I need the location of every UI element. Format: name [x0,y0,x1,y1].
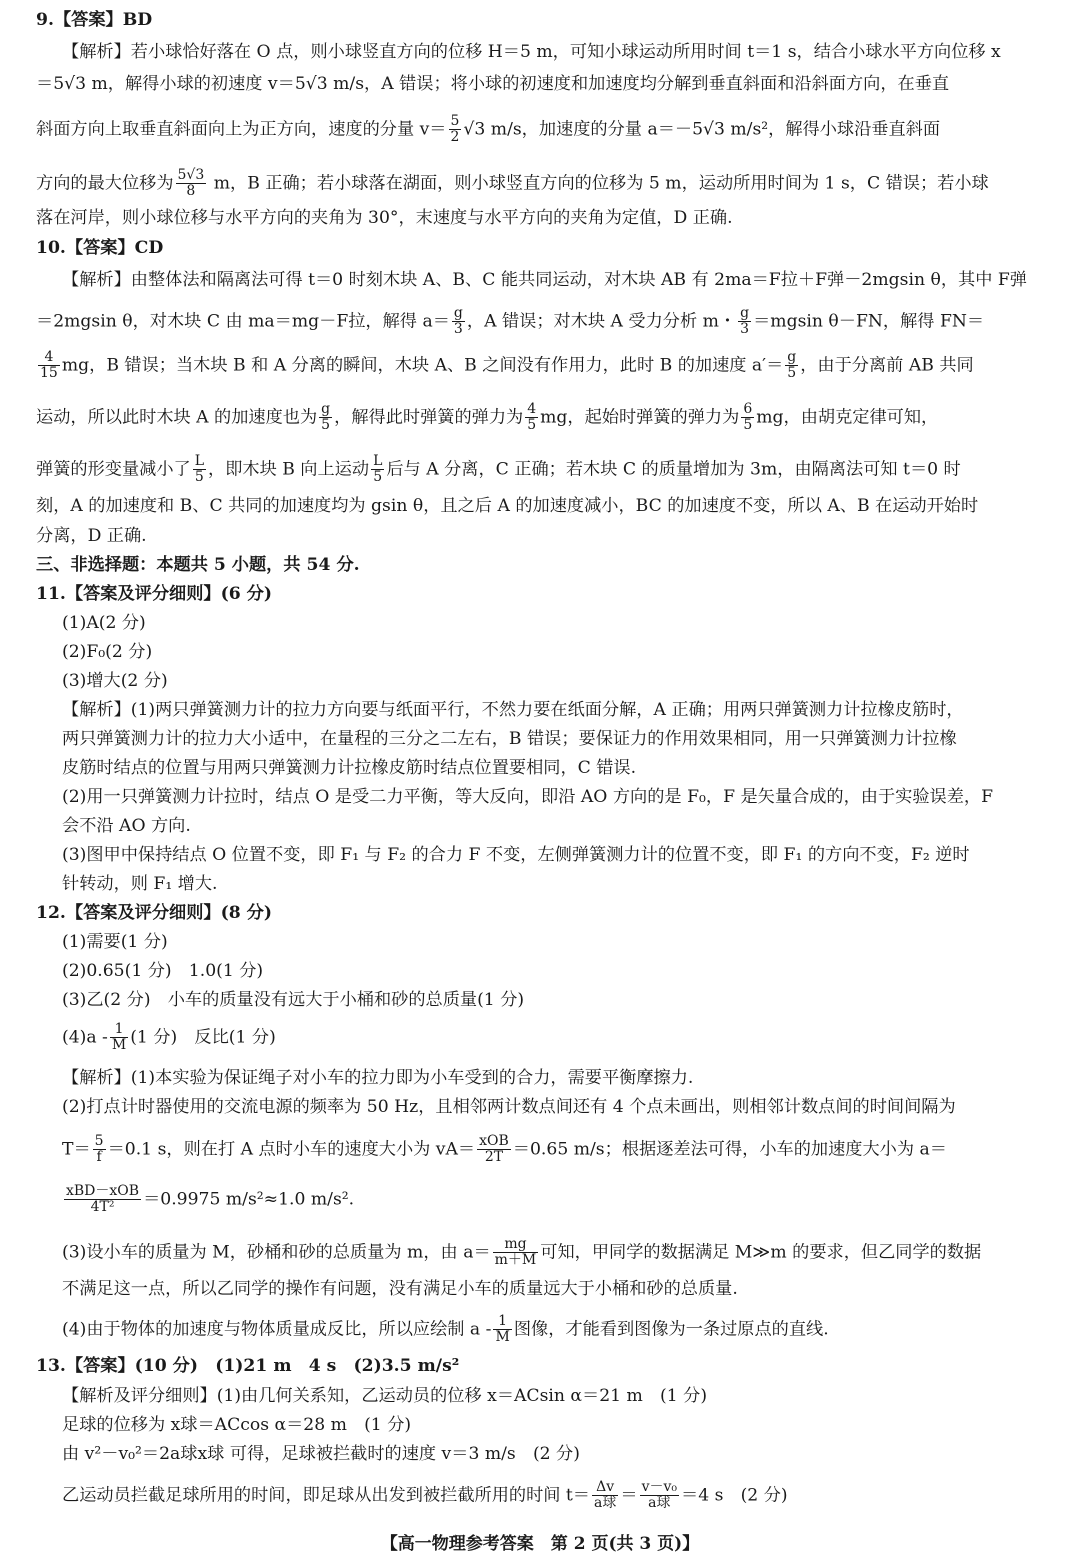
q12-analysis-line: 不满足这一点，所以乙同学的操作有问题，没有满足小车的质量远大于小桶和砂的总质量. [62,1279,738,1299]
q9-analysis-line: ＝5√3 m，解得小球的初速度 v＝5√3 m/s，A 错误；将小球的初速度和加速度均分解到垂直斜面和沿斜面方向，在垂直 [36,74,950,94]
q11-analysis-line: (2)用一只弹簧测力计拉时，结点 O 是受二力平衡，等大反向，即沿 AO 方向的是 F₀，F 是矢量合成的，由于实验误差，F [62,787,994,807]
fraction: $\frac{g}{3}$ [453,305,463,338]
q11-analysis-line: 两只弹簧测力计的拉力大小适中，在量程的三分之二左右，B 错误；要保证力的作用效果相同，用一只弹簧测力计拉橡 [62,729,957,749]
q9-analysis-line: 方向的最大位移为 $\frac{5√3}{8}$ m，B 正确；若小球落在湖面，则小球竖直方向的位移为 5 m，运动所用时间为 1 s，C 错误；若小球 [36,167,989,200]
q13-analysis-line: 由 v²－v₀²＝2a球x球 可得，足球被拦截时的速度 v＝3 m/s (2 分) [62,1444,580,1464]
q13-answer-heading: 13.【答案】(10 分) (1)21 m 4 s (2)3.5 m/s² [36,1356,460,1376]
fraction: $\frac{5}{2}$ [450,113,460,146]
q9-analysis-line: 【解析】若小球恰好落在 O 点，则小球竖直方向的位移 H＝5 m，可知小球运动所用时间 t＝1 s，结合小球水平方向位移 x [62,42,1001,62]
q12-answer-item: (3)乙(2 分) 小车的质量没有远大于小桶和砂的总质量(1 分) [62,990,525,1010]
q13-analysis-line: 【解析及评分细则】(1)由几何关系知，乙运动员的位移 x＝ACsin α＝21 m (1 分) [62,1386,708,1406]
q12-analysis-line: T＝ $\frac{5}{f}$ ＝0.1 s，则在打 A 点时小车的速度大小为 vA＝ $\frac{\text{xOB}}{2T}$ ＝0.65 m/s；根据逐差法可得，小车的加速度大小为 a＝ [62,1133,947,1166]
q12-analysis-line: $\frac{\text{xBD－xOB}}{\text{4T²}}$ ＝0.9975 m/s²≈1.0 m/s². [66,1183,355,1216]
q12-analysis-line: 【解析】(1)本实验为保证绳子对小车的拉力即为小车受到的合力，需要平衡摩擦力. [62,1068,694,1088]
q12-answer-heading: 12.【答案及评分细则】(8 分) [36,903,272,923]
fraction: $\frac{\text{xBD－xOB}}{\text{4T²}}$ [66,1183,140,1216]
q11-analysis-line: 针转动，则 F₁ 增大. [62,874,218,894]
q13-analysis-line: 乙运动员拦截足球所用的时间，即足球从出发到被拦截所用的时间 t＝ $\frac{\Delta v}{\text{a球}}$ ＝ $\frac{\text{v－v₀}}{\text{a球}}$ ＝4 s (2 分) [62,1479,788,1512]
fraction: $\frac{g}{5}$ [321,401,331,434]
q9-analysis-line: 落在河岸，则小球位移与水平方向的夹角为 30°，末速度与水平方向的夹角为定值，D 正确. [36,208,733,228]
fraction: $\frac{5}{f}$ [94,1133,104,1166]
fraction: $\frac{L}{5}$ [373,453,383,486]
fraction: $\frac{5√3}{8}$ [177,167,205,200]
q11-analysis-line: 【解析】(1)两只弹簧测力计的拉力方向要与纸面平行，不然力要在纸面分解，A 正确；用两只弹簧测力计拉橡皮筋时， [62,700,964,720]
q11-answer-item: (2)F₀(2 分) [62,642,153,662]
fraction: $\frac{g}{5}$ [787,349,797,382]
fraction: $\frac{\text{xOB}}{2T}$ [479,1133,509,1166]
q9-answer-heading: 9.【答案】BD [36,10,153,30]
section-heading: 三、非选择题：本题共 5 小题，共 54 分. [36,555,360,575]
q11-answer-item: (3)增大(2 分) [62,671,168,691]
fraction: $\frac{\Delta v}{\text{a球}}$ [594,1479,617,1512]
q10-analysis-line: $\frac{4}{15}$ mg，B 错误；当木块 B 和 A 分离的瞬间，木块 A、B 之间没有作用力，此时 B 的加速度 a′＝ $\frac{g}{5}$ ，由于分离前 AB 共同 [40,349,974,382]
q10-analysis-line: 运动，所以此时木块 A 的加速度也为 $\frac{g}{5}$ ，解得此时弹簧的弹力为 $\frac{4}{5}$ mg，起始时弹簧的弹力为 $\frac{6}{5}$ mg，由胡克定律可知， [36,401,939,434]
fraction: $\frac{\text{v－v₀}}{\text{a球}}$ [641,1479,677,1512]
fraction: $\frac{1}{M}$ [111,1021,127,1054]
q11-analysis-line: 会不沿 AO 方向. [62,816,191,836]
q12-answer-item: (1)需要(1 分) [62,932,168,952]
fraction: $\frac{L}{5}$ [194,453,204,486]
fraction: $\frac{6}{5}$ [743,401,753,434]
q12-answer-item: (4)a - $\frac{1}{M}$ (1 分) 反比(1 分) [62,1021,276,1054]
q10-analysis-line: 【解析】由整体法和隔离法可得 t＝0 时刻木块 A、B、C 能共同运动，对木块 AB 有 2ma＝F拉＋F弹－2mgsin θ，其中 F弹 [62,270,1027,290]
q12-analysis-line: (3)设小车的质量为 M，砂桶和砂的总质量为 m，由 a＝ $\frac{mg}{m+M}$ 可知，甲同学的数据满足 M≫m 的要求，但乙同学的数据 [62,1236,982,1269]
q12-analysis-line: (2)打点计时器使用的交流电源的频率为 50 Hz，且相邻两计数点间还有 4 个点未画出，则相邻计数点间的时间间隔为 [62,1097,956,1117]
fraction: $\frac{mg}{m+M}$ [494,1236,537,1269]
fraction: $\frac{4}{15}$ [40,349,58,382]
q11-analysis-line: 皮筋时结点的位置与用两只弹簧测力计拉橡皮筋时结点位置要相同，C 错误. [62,758,637,778]
q11-answer-heading: 11.【答案及评分细则】(6 分) [36,584,272,604]
fraction: $\frac{4}{5}$ [527,401,537,434]
q10-analysis-line: 弹簧的形变量减小了 $\frac{L}{5}$ ，即木块 B 向上运动 $\frac{L}{5}$ 后与 A 分离，C 正确；若木块 C 的质量增加为 3m，由隔离法可知 t＝0 时 [36,453,961,486]
q12-answer-item: (2)0.65(1 分) 1.0(1 分) [62,961,264,981]
fraction: $\frac{1}{M}$ [495,1313,510,1346]
fraction: $\frac{g}{3}$ [740,305,750,338]
q13-analysis-line: 足球的位移为 x球＝ACcos α＝28 m (1 分) [62,1415,412,1435]
q9-analysis-line: 斜面方向上取垂直斜面向上为正方向，速度的分量 v＝ $\frac{5}{2}$ √3 m/s，加速度的分量 a＝－5√3 m/s²，解得小球沿垂直斜面 [36,113,941,146]
page-footer: 【高一物理参考答案 第 2 页(共 3 页)】 [380,1534,700,1554]
q11-analysis-line: (3)图甲中保持结点 O 位置不变，即 F₁ 与 F₂ 的合力 F 不变，左侧弹簧测力计的位置不变，即 F₁ 的方向不变，F₂ 逆时 [62,845,970,865]
q10-answer-heading: 10.【答案】CD [36,238,164,258]
q10-analysis-line: ＝2mgsin θ，对木块 C 由 ma＝mg－F拉，解得 a＝ $\frac{g}{3}$ ，A 错误；对木块 A 受力分析 m・ $\frac{g}{3}$ ＝mgsin θ－FN，解得 FN＝ [36,305,985,338]
q12-analysis-line: (4)由于物体的加速度与物体质量成反比，所以应绘制 a - $\frac{1}{M}$ 图像，才能看到图像为一条过原点的直线. [62,1313,829,1346]
q10-analysis-line: 刻，A 的加速度和 B、C 共同的加速度均为 gsin θ，且之后 A 的加速度减小，BC 的加速度不变，所以 A、B 在运动开始时 [36,496,979,516]
q11-answer-item: (1)A(2 分) [62,613,146,633]
q10-analysis-line: 分离，D 正确. [36,526,147,546]
